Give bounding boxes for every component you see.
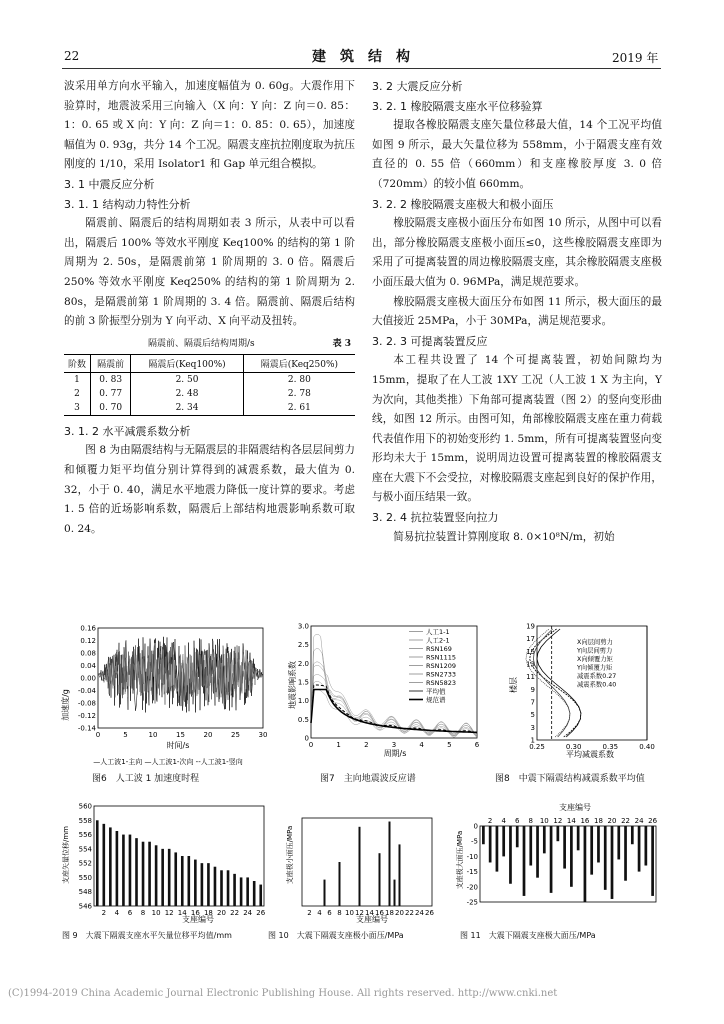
fig10-plot (302, 818, 434, 917)
table-cell: 3 (64, 401, 91, 416)
table-cell: 2. 78 (287, 388, 311, 399)
fig10-frame (302, 818, 432, 906)
fig9-xtick: 4 (114, 909, 120, 917)
fig9-bar (253, 881, 256, 906)
fig11-ytick: 0 (473, 822, 478, 831)
table-cell: 2. 48 (131, 387, 243, 401)
fig11-xtick: 2 (487, 817, 493, 825)
fig9-xtick: 2 (101, 909, 107, 917)
period-table (64, 354, 355, 416)
fig6-xtick: 20 (203, 731, 213, 739)
fig9-bar (246, 877, 249, 906)
fig9-bar (188, 856, 191, 906)
fig10-caption: 图 10 大震下隔震支座极小面压/MPa (268, 931, 404, 940)
fig10-xtick: 20 (395, 909, 404, 917)
fig9-bar (194, 860, 197, 906)
subsection-heading-3-2-1: 3. 2. 1 橡胶隔震支座水平位移验算 (372, 99, 543, 113)
fig10-bar (359, 827, 361, 906)
fig11-bar (543, 826, 546, 853)
fig9-bar (129, 835, 132, 906)
fig11-plot (467, 817, 658, 907)
fig10-bar (389, 822, 391, 906)
fig11-ytick: -10 (466, 852, 478, 861)
fig9-bar (122, 835, 125, 906)
fig7-legend-item: 人工1-1 (426, 628, 450, 636)
fig6-ytick: 0.12 (80, 637, 96, 645)
fig7-average-line (311, 685, 477, 733)
journal-year: 2019 年 (612, 51, 659, 65)
section-heading-3-2: 3. 2 大震反应分析 (372, 80, 463, 93)
fig7-xtick: 6 (474, 741, 480, 749)
fig6-ytick: -0.12 (77, 712, 96, 720)
fig9-bar (142, 842, 145, 906)
fig11-ytick: -25 (466, 898, 478, 907)
fig9-bar (227, 870, 230, 906)
fig10-xtick: 10 (345, 909, 354, 917)
right-paragraph-4: 本工程共设置了 14 个可提离装置，初始间隙均为 15mm，提取了在人工波 1XY 工况（人工波 1 X 为主向，Y 为次向，其他类推）下角部可提离装置（图 2）的竖向变形曲线，如图 12 所示。由图可知，角部橡胶隔震支座在重力荷载代表值作用下的初始变形约 1. 5mm，所有可提离装置竖向变形均未大于 15mm，说明周边设置可提离装置的橡胶隔震支座在大震下不会受拉，对橡胶隔震支座起到良好的保护作用，与极小面压结果一致。 (372, 354, 662, 504)
fig9-bar (116, 831, 119, 906)
fig9-ytick: 548 (78, 888, 92, 897)
fig7-legend-item: RSN2733 (426, 670, 457, 679)
fig10-xtick: 18 (385, 909, 394, 917)
fig11-bar (482, 826, 485, 844)
fig11-xlabel: 支座编号 (559, 803, 591, 812)
fig6-caption: 图6 人工波 1 加速度时程 (92, 774, 200, 784)
section-heading-3-1: 3. 1 中震反应分析 (64, 177, 155, 191)
fig9-frame (94, 806, 264, 906)
fig7-legend-item: 规范谱 (426, 696, 446, 704)
page-number: 22 (64, 49, 80, 63)
table-cell: 0. 77 (91, 387, 131, 401)
fig8-legend-item: 减震系数0.40 (577, 681, 617, 689)
table-header: 隔震后(Keq250%) (260, 359, 339, 370)
fig7-xtick: 1 (336, 741, 341, 749)
fig9-ytick: 546 (78, 902, 92, 911)
fig11-bar (604, 826, 607, 890)
right-paragraph-3: 橡胶隔震支座极大面压分布如图 11 所示，极大面压的最大值接近 25MPa，小于 30MPa，满足规范要求。 (372, 295, 662, 328)
fig9-bar (155, 845, 158, 906)
fig10-chart (280, 800, 445, 925)
fig7-legend-item: 平均值 (426, 687, 446, 696)
fig10-xtick: 2 (307, 909, 312, 917)
fig11-xtick: 10 (539, 817, 549, 825)
fig8-ytick: 9 (530, 685, 535, 694)
fig8-chart (505, 620, 665, 770)
fig9-xlabel: 支座编号 (182, 915, 214, 924)
subsection-heading-3-2-4: 3. 2. 4 抗拉装置竖向拉力 (372, 511, 499, 525)
fig9-bar (161, 849, 164, 906)
fig9-ytick: 552 (78, 859, 92, 868)
fig11-xtick: 24 (634, 817, 644, 825)
fig10-ylabel: 支座极小面压/MPa (286, 825, 294, 885)
right-paragraph-2: 橡胶隔震支座极小面压分布如图 10 所示，从图中可以看出，部分橡胶隔震支座极小面压≤0，这些橡胶隔震支座即为采用了可提离装置的周边橡胶隔震支座，其余橡胶隔震支座极小面压最大值为 0. 96MPa，满足规范要求。 (372, 217, 662, 288)
fig6-ytick: 0.08 (80, 649, 96, 658)
fig11-bar (617, 826, 620, 859)
fig11-chart (450, 800, 665, 925)
fig11-bar (611, 826, 614, 899)
fig11-bar (584, 826, 587, 902)
fig8-ytick: 17 (526, 635, 535, 644)
left-paragraph-2: 隔震前、隔震后的结构周期如表 3 所示，从表中可以看出，隔震后 100% 等效水平刚度 Keq100% 的结构的第 1 阶周期为 2. 50s，是隔震前第 1 阶周期的 3. 0 倍。隔震后 250% 等效水平刚度 Keq250% 的结构的第 1 阶周期为 2. 80s，是隔震前第 1 阶周期的 3. 4 倍。隔震前、隔震后结构的前 3 阶振型分别为 Y 向平动、X 向平动及扭转。 (64, 217, 355, 328)
fig8-ylabel: 楼层 (509, 677, 518, 693)
fig11-xtick: 12 (553, 817, 563, 825)
fig9-bar (259, 885, 262, 906)
fig9-bar (96, 820, 99, 906)
fig11-bar (489, 826, 492, 862)
fig11-bar (631, 826, 634, 844)
subsection-heading-3-1-2: 3. 1. 2 水平减震系数分析 (64, 424, 191, 438)
fig8-xtick: 0.40 (639, 743, 655, 751)
fig8-series-line (537, 629, 581, 737)
fig9-bar (201, 863, 204, 906)
fig11-bar (577, 826, 580, 850)
fig10-xtick: 24 (415, 909, 424, 917)
fig11-bar (536, 826, 539, 878)
fig10-bar (379, 853, 381, 906)
fig9-bar (168, 849, 171, 906)
fig9-bar (135, 838, 138, 906)
fig11-bar (556, 826, 559, 841)
fig8-legend-item: Y向层间剪力 (577, 647, 613, 655)
fig8-ytick: 15 (526, 647, 535, 656)
fig7-legend-item: RSN169 (426, 645, 452, 653)
table-row (64, 387, 355, 401)
fig9-bar (214, 867, 217, 906)
fig7-ylabel: 地震影响系数 (288, 661, 297, 709)
table-row (64, 372, 355, 387)
fig9-ytick: 558 (78, 816, 92, 825)
fig10-xtick: 26 (425, 909, 434, 917)
fig7-ytick: 2.5 (297, 641, 309, 650)
fig7-legend-item: 人工2-1 (426, 636, 450, 645)
fig8-caption: 图8 中震下隔震结构减震系数平均值 (495, 774, 645, 784)
header-rule (62, 68, 661, 69)
fig9-xtick: 24 (243, 909, 253, 917)
fig10-xtick: 16 (375, 909, 384, 917)
fig7-ytick: 1.0 (297, 697, 309, 706)
fig11-xtick: 18 (594, 817, 603, 825)
fig10-xtick: 6 (327, 909, 332, 917)
fig8-ytick: 11 (526, 673, 535, 682)
fig11-caption: 图 11 大震下隔震支座极大面压/MPa (460, 931, 596, 940)
fig6-legend: —人工波1-主向 —人工波1-次向 --人工波1-竖向 (93, 758, 243, 766)
fig11-bar (509, 826, 512, 884)
fig9-ylabel: 支座矢量位移/mm (62, 826, 70, 884)
fig11-xtick: 16 (580, 817, 590, 825)
fig9-bar (240, 877, 243, 906)
fig6-xtick: 10 (148, 731, 158, 739)
fig6-ytick: -0.04 (77, 687, 96, 695)
fig11-xtick: 8 (528, 817, 534, 825)
fig11-xtick: 6 (514, 817, 520, 825)
fig9-xtick: 20 (217, 909, 226, 917)
left-paragraph-1: 波采用单方向水平输入，加速度幅值为 0. 60g。大震作用下验算时，地震波采用三向输入（X 向：Y 向：Z 向＝0. 85：1：0. 65 或 X 向：Y 向：Z 向＝1：0. 85：0. 65），加速度幅值为 0. 93g，共分 14 个工况。隔震支座抗拉刚度取为抗压刚度的 1/10，采用 Isolator1 和 Gap 单元组合模拟。 (64, 80, 355, 171)
fig7-chart (285, 620, 485, 770)
fig9-xtick: 18 (203, 909, 213, 917)
fig11-bar (563, 826, 566, 869)
fig9-xtick: 14 (177, 909, 187, 917)
table-title-row (64, 336, 355, 354)
fig7-legend-item: RSN5823 (426, 679, 457, 687)
fig11-bar (644, 826, 647, 866)
fig11-bar (570, 826, 573, 887)
fig8-ytick: 1 (530, 736, 535, 745)
fig8-legend-item: Y向倾覆力矩 (577, 664, 613, 672)
fig11-xtick: 4 (501, 817, 506, 825)
fig10-bar (339, 862, 341, 906)
fig11-bar (590, 826, 593, 875)
fig8-ytick: 7 (530, 698, 535, 707)
subsection-heading-3-2-2: 3. 2. 2 橡胶隔震支座极大和极小面压 (372, 197, 554, 211)
fig8-xtick: 0.30 (565, 743, 582, 751)
fig7-ytick: 3.0 (297, 622, 309, 631)
fig10-bar (394, 880, 396, 906)
fig6-ytick: 0.04 (80, 662, 96, 670)
fig9-bar (109, 827, 112, 906)
table-header: 隔震后(Keq100%) (131, 354, 243, 372)
fig8-xtick: 0.25 (529, 743, 545, 751)
fig8-legend-item: X向倾覆力矩 (577, 656, 613, 663)
fig9-bar (220, 870, 223, 906)
fig9-xtick: 8 (140, 909, 146, 917)
fig9-ytick: 554 (78, 845, 92, 854)
fig7-xlabel: 周期/s (383, 749, 407, 758)
fig11-bar (638, 826, 641, 872)
fig11-ytick: -5 (471, 837, 478, 846)
journal-title: 建 筑 结 构 (312, 49, 410, 65)
fig9-xtick: 22 (230, 909, 240, 917)
fig11-ytick: -15 (466, 868, 478, 877)
fig9-caption: 图 9 大震下隔震支座水平矢量位移平均值/mm (62, 931, 232, 940)
fig9-bar (207, 863, 210, 906)
fig9-bar (174, 852, 177, 906)
fig6-xlabel: 时间/s (166, 741, 190, 750)
fig10-xlabel: 支座编号 (356, 915, 388, 924)
fig7-ytick: 0.5 (297, 715, 309, 724)
fig11-xtick: 20 (607, 817, 617, 825)
fig9-ytick: 550 (78, 873, 92, 882)
fig11-ylabel: 支座极大面压/MPa (456, 830, 464, 890)
fig8-legend-item: X向层间剪力 (577, 639, 613, 646)
fig7-ytick: 2.0 (297, 659, 309, 668)
fig10-xtick: 8 (337, 909, 342, 917)
fig9-ytick: 560 (78, 802, 92, 811)
fig11-bar (516, 826, 519, 847)
fig11-bar (624, 826, 627, 881)
fig7-xtick: 2 (364, 741, 369, 749)
fig8-xlabel: 平均减震系数 (566, 750, 614, 759)
fig6-ytick: 0.16 (80, 624, 96, 633)
fig11-bar (502, 826, 505, 856)
fig11-xtick: 14 (566, 817, 576, 825)
fig6-xtick: 15 (176, 731, 185, 739)
table-cell: 0. 83 (91, 372, 131, 387)
fig11-bar (550, 826, 553, 893)
table-cell: 2. 34 (131, 401, 243, 416)
fig11-ytick: -20 (466, 883, 478, 892)
fig10-xtick: 12 (355, 909, 364, 917)
fig7-plot (298, 623, 480, 750)
fig7-ytick: 0 (304, 734, 309, 743)
table-cell: 2. 50 (131, 372, 243, 387)
fig8-ytick: 5 (530, 711, 535, 720)
fig9-xtick: 16 (190, 909, 200, 917)
right-paragraph-1: 提取各橡胶隔震支座矢量位移最大值，14 个工况平均值如图 9 所示，最大矢量位移为 558mm，小于隔震支座有效直径的 0. 55 倍（660mm）和支座橡胶厚度 3. 0 倍（720mm）的较小值 660mm。 (372, 119, 662, 190)
fig10-xtick: 4 (317, 909, 322, 917)
fig11-xtick: 26 (648, 817, 658, 825)
fig7-xtick: 0 (308, 741, 314, 749)
fig6-xtick: 0 (95, 731, 101, 739)
table-cell: 0. 70 (91, 401, 131, 416)
fig6-xtick: 30 (258, 731, 268, 739)
fig9-bar (233, 874, 236, 906)
fig6-plot (78, 625, 268, 740)
fig7-legend-item: RSN1115 (426, 653, 457, 662)
fig10-xtick: 22 (405, 909, 414, 917)
table-header: 阶数 (64, 354, 91, 372)
fig6-xtick: 25 (231, 731, 240, 739)
table-cell: 2. 80 (287, 374, 311, 385)
fig6-ytick: -0.08 (77, 699, 96, 708)
fig7-ytick: 1.5 (297, 678, 309, 687)
fig8-ytick: 19 (526, 622, 535, 631)
fig7-caption: 图7 主向地震波反应谱 (320, 774, 416, 784)
right-paragraph-5: 简易抗拉装置计算刚度取 8. 0×10⁸N/m，初始 (393, 530, 615, 543)
left-paragraph-3: 图 8 为由隔震结构与无隔震层的非隔震结构各层层间剪力和倾覆力矩平均值分别计算得到的减震系数，最大值为 0. 32，小于 0. 40，满足水平地震力降低一度计算的要求。考虑 1. 5 倍的近场影响系数，隔震后上部结构地震影响系数可取 0. 24。 (64, 444, 355, 535)
fig7-xtick: 5 (447, 741, 452, 749)
table-header: 隔震前 (91, 354, 131, 372)
fig9-xtick: 12 (164, 909, 174, 917)
fig11-xtick: 22 (621, 817, 630, 825)
fig9-xtick: 6 (127, 909, 133, 917)
fig6-chart (58, 620, 273, 770)
fig6-xtick: 5 (123, 731, 128, 739)
table-label: 表 3 (332, 338, 351, 349)
fig9-plot (79, 803, 266, 918)
subsection-heading-3-1-1: 3. 1. 1 结构动力特性分析 (64, 197, 191, 211)
fig6-ylabel: 加速度/g (61, 689, 70, 721)
fig10-xtick: 14 (365, 909, 374, 917)
fig11-bar (651, 826, 654, 896)
table-cell: 2. 61 (287, 402, 311, 413)
fig10-bar (399, 844, 401, 906)
fig7-xtick: 4 (419, 741, 424, 749)
fig6-ytick: 0.00 (80, 674, 96, 683)
fig11-bar (523, 826, 526, 896)
left-column (64, 77, 355, 539)
copyright-footer: (C)1994-2019 China Academic Journal Electronic Publishing House. All rights reserved. http://www.cnki.net (8, 988, 558, 999)
fig11-bar (529, 826, 532, 866)
fig8-xtick: 0.35 (602, 743, 619, 751)
table-cell: 2 (64, 387, 91, 401)
fig8-legend-item: 减震系数0.27 (577, 673, 617, 680)
table-row (64, 401, 355, 416)
fig11-bar (597, 826, 600, 862)
fig11-frame (480, 826, 656, 902)
fig11-bar (496, 826, 499, 872)
right-column (372, 77, 662, 547)
fig6-ytick: -0.14 (77, 724, 96, 733)
fig9-xtick: 10 (151, 909, 161, 917)
fig8-ytick: 3 (530, 723, 535, 732)
subsection-heading-3-2-3: 3. 2. 3 可提离装置反应 (372, 334, 488, 348)
table-title: 隔震前、隔震后结构周期/s (148, 338, 255, 349)
fig8-plot (526, 623, 655, 752)
fig9-chart (58, 800, 273, 925)
fig9-bar (103, 824, 106, 906)
fig8-ytick: 13 (526, 660, 535, 669)
fig9-bar (148, 842, 151, 906)
fig9-xtick: 26 (256, 909, 266, 917)
fig7-legend-item: RSN1209 (426, 662, 457, 670)
fig7-xtick: 3 (391, 741, 397, 749)
fig9-ytick: 556 (78, 831, 92, 840)
fig9-bar (181, 856, 184, 906)
table-cell: 1 (64, 372, 91, 387)
fig10-bar (324, 880, 326, 906)
